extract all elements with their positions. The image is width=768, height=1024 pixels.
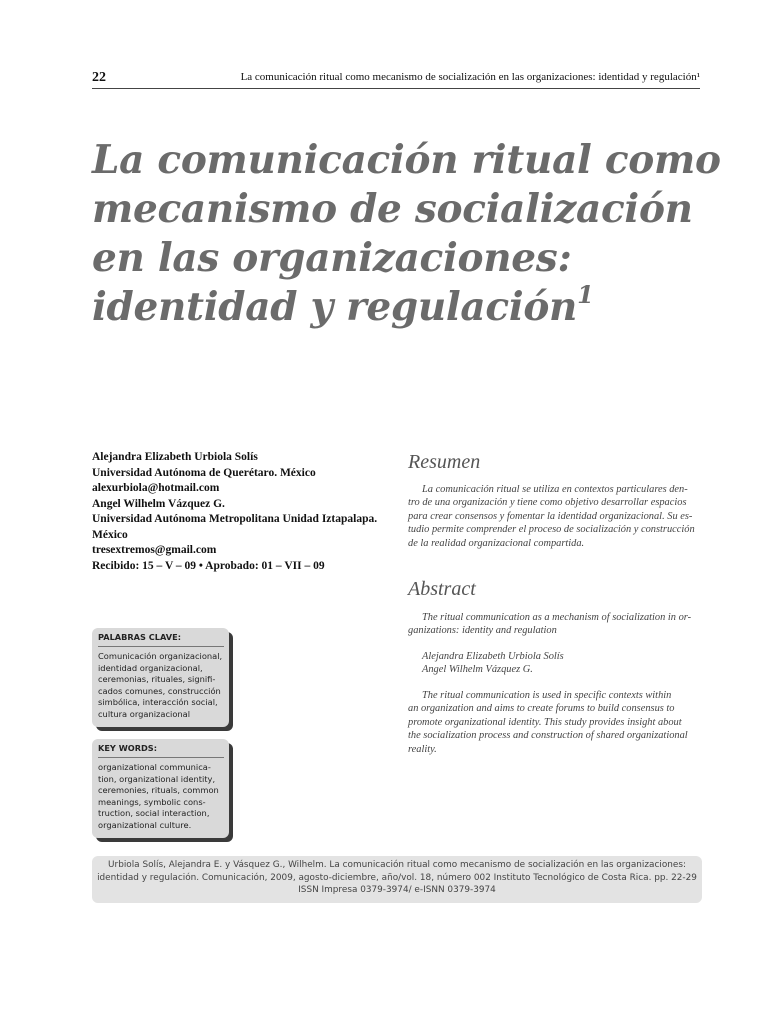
- abstract-title: [408, 611, 700, 638]
- keyword-line: cultura organizacional: [98, 708, 191, 719]
- title-line-text: identidad y regulación: [92, 284, 578, 330]
- author-email: tresextremos@gmail.com: [92, 544, 217, 556]
- abstract-line: reality.: [408, 743, 437, 755]
- abstract-heading: Abstract: [408, 578, 476, 600]
- keyword-line: tion, organizational identity,: [98, 773, 216, 784]
- abstract-author-names: [422, 650, 702, 677]
- abstract-line: promote organizational identity. This study provides insight about: [408, 716, 682, 728]
- resumen-line: tudio permite comprender el proceso de socialización y construcción: [408, 524, 695, 536]
- title-line: en las organizaciones:: [92, 235, 572, 281]
- resumen-line: de la realidad organizacional compartida.: [408, 537, 585, 549]
- author-name: Angel Wilhelm Vázquez G.: [92, 497, 225, 510]
- author-affiliation: Universidad Autónoma de Querétaro. México: [92, 466, 316, 479]
- citation-line: ISSN Impresa 0379-3974/ e-ISNN 0379-3974: [298, 885, 496, 895]
- abstract-title-line: The ritual communication as a mechanism of socialization in or-: [422, 612, 692, 623]
- keyword-line: truction, social interaction,: [98, 808, 210, 819]
- running-title: La comunicación ritual como mecanismo de socialización en las organizaciones: identidad y regulación¹: [240, 71, 700, 83]
- abstract-author: Alejandra Elizabeth Urbiola Solís: [422, 651, 564, 662]
- author-affiliation: Universidad Autónoma Metropolitana Unidad Iztapalapa.: [92, 513, 378, 525]
- keyword-line: organizational culture.: [98, 819, 192, 830]
- palabras-clave-list: [98, 651, 224, 721]
- keyword-line: ceremonias, rituales, signifi-: [98, 674, 216, 685]
- resumen-line: tro de una organización y tiene como objetivo desarrollar espacios: [408, 497, 687, 509]
- running-header: [92, 70, 700, 89]
- divider: [98, 757, 224, 758]
- resumen-line: La comunicación ritual se utiliza en contextos particulares den-: [422, 484, 688, 495]
- keyword-line: organizational communica-: [98, 762, 211, 772]
- abstract-author: Angel Wilhelm Vázquez G.: [422, 664, 533, 676]
- author-block: [92, 450, 392, 574]
- article-title: [92, 136, 732, 332]
- resumen-body: [408, 483, 700, 550]
- resumen-line: para crear consensos y fomentar la identidad organizacional. Su es-: [408, 510, 693, 522]
- title-line: [92, 280, 732, 332]
- keyword-line: Comunicación organizacional,: [98, 651, 223, 661]
- palabras-clave-title: PALABRAS CLAVE:: [98, 632, 181, 642]
- citation-line: Urbiola Solís, Alejandra E. y Vásquez G., Wilhelm. La comunicación ritual como mecanismo de socialización en las organizaciones:: [108, 860, 686, 870]
- citation-line: identidad y regulación. Comunicación, 2009, agosto-diciembre, año/vol. 18, número 002 Instituto Tecnológico de Costa Rica. pp. 22-29: [97, 872, 697, 883]
- keyword-line: simbólica, interacción social,: [98, 697, 218, 708]
- page-number: 22: [92, 70, 106, 85]
- abstract-line: The ritual communication is used in specific contexts within: [422, 690, 672, 701]
- title-footnote-mark: 1: [577, 280, 594, 309]
- received-approved-dates: Recibido: 15 – V – 09 • Aprobado: 01 – VII – 09: [92, 559, 325, 572]
- citation-box: [92, 856, 702, 903]
- key-words-list: [98, 762, 224, 832]
- author-email: alexurbiola@hotmail.com: [92, 482, 220, 494]
- keyword-line: ceremonies, rituals, common: [98, 785, 219, 796]
- author-affiliation-country: México: [92, 528, 128, 541]
- abstract-line: an organization and aims to create forums to build consensus to: [408, 703, 675, 715]
- palabras-clave-box: [92, 628, 229, 727]
- keyword-line: meanings, symbolic cons-: [98, 796, 206, 807]
- abstract-line: the socialization process and construction of shared organizational: [408, 730, 688, 742]
- divider: [98, 646, 224, 647]
- key-words-title: KEY WORDS:: [98, 743, 157, 753]
- abstract-title-line: ganizations: identity and regulation: [408, 625, 557, 637]
- keyword-line: identidad organizacional,: [98, 662, 203, 673]
- author-name: Alejandra Elizabeth Urbiola Solís: [92, 451, 258, 463]
- key-words-box: [92, 739, 229, 838]
- abstract-body: [408, 689, 700, 756]
- keyword-line: cados comunes, construcción: [98, 685, 221, 696]
- title-line: La comunicación ritual como: [92, 137, 721, 183]
- resumen-heading: Resumen: [408, 451, 481, 473]
- title-line: mecanismo de socialización: [92, 186, 693, 232]
